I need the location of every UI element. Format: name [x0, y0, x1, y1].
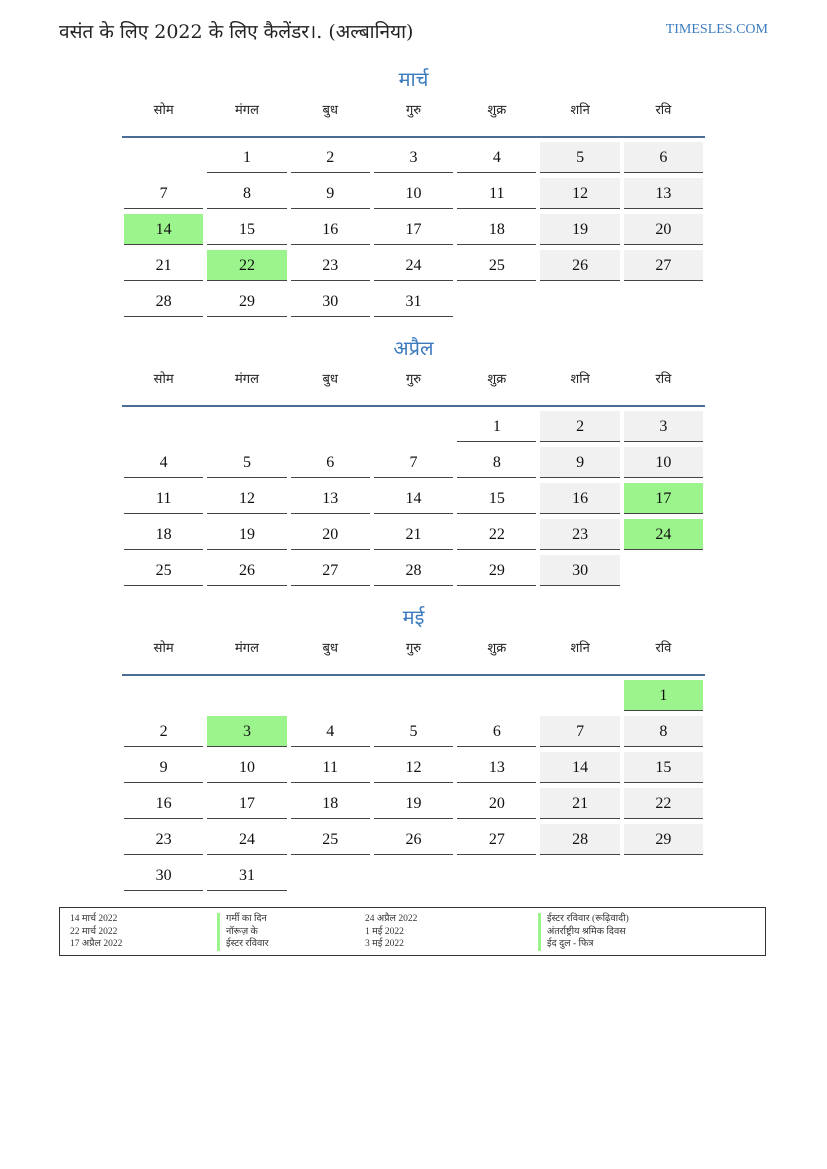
day-cell: 18: [457, 214, 536, 245]
day-cell: 4: [124, 447, 203, 478]
day-cell: 26: [207, 555, 286, 586]
weekday-label: सोम: [153, 103, 174, 118]
weekday-label: सोम: [153, 372, 174, 387]
page-title: वसंत के लिए 2022 के लिए कैलेंडर।. (अल्बानिया): [59, 21, 414, 43]
day-cell: 25: [124, 555, 203, 586]
day-cell: 4: [291, 716, 370, 747]
day-cell: 24: [374, 250, 453, 281]
day-cell: 18: [291, 788, 370, 819]
day-cell: 26: [374, 824, 453, 855]
weekend-day-cell: 23: [540, 519, 619, 550]
empty-day-cell: [540, 680, 619, 710]
site-link[interactable]: TIMESLES.COM: [665, 22, 768, 37]
day-cell: 18: [124, 519, 203, 550]
day-cell: 16: [124, 788, 203, 819]
legend-date: 17 अप्रैल 2022: [70, 939, 123, 949]
day-cell: 21: [124, 250, 203, 281]
weekend-day-cell: 27: [624, 250, 703, 281]
day-cell: 29: [207, 286, 286, 317]
week-grid: [122, 680, 705, 896]
legend-date: 1 मई 2022: [365, 926, 404, 937]
day-cell: 8: [207, 178, 286, 209]
day-cell: 31: [374, 286, 453, 317]
day-cell: 1: [457, 411, 536, 442]
weekday-label: शुक्र: [487, 372, 507, 387]
month-title: अप्रैल: [393, 336, 434, 360]
day-cell: 12: [207, 483, 286, 514]
empty-day-cell: [124, 142, 203, 172]
weekend-day-cell: 16: [540, 483, 619, 514]
day-cell: 19: [374, 788, 453, 819]
weekend-day-cell: 29: [624, 824, 703, 855]
weekend-day-cell: 13: [624, 178, 703, 209]
weekday-label: रवि: [655, 372, 672, 387]
weekday-label: बुध: [322, 372, 338, 387]
day-cell: 13: [457, 752, 536, 783]
empty-day-cell: [457, 860, 536, 890]
day-cell: 15: [207, 214, 286, 245]
weekday-label: शुक्र: [487, 641, 507, 656]
day-cell: 10: [207, 752, 286, 783]
empty-day-cell: [207, 680, 286, 710]
day-cell: 28: [374, 555, 453, 586]
day-cell: 14: [374, 483, 453, 514]
legend-date: 14 मार्च 2022: [70, 914, 118, 924]
holiday-day-cell: 1: [624, 680, 703, 711]
weekday-label: गुरु: [405, 641, 422, 656]
week-row: [122, 716, 705, 752]
weekend-day-cell: 9: [540, 447, 619, 478]
legend-holiday-name: ईस्टर रविवार: [217, 938, 269, 951]
day-cell: 30: [291, 286, 370, 317]
weekend-day-cell: 5: [540, 142, 619, 173]
weekend-day-cell: 3: [624, 411, 703, 442]
weekend-day-cell: 12: [540, 178, 619, 209]
weekday-label: शनि: [570, 103, 590, 118]
empty-day-cell: [124, 680, 203, 710]
day-cell: 3: [374, 142, 453, 173]
week-row: [122, 860, 705, 896]
day-cell: 12: [374, 752, 453, 783]
month-title: मार्च: [398, 67, 429, 91]
day-cell: 4: [457, 142, 536, 173]
weekday-label: बुध: [322, 641, 338, 656]
week-row: [122, 483, 705, 519]
empty-day-cell: [624, 286, 703, 316]
weekday-header: [122, 369, 705, 407]
day-cell: 11: [124, 483, 203, 514]
legend-name-column: [538, 913, 629, 951]
empty-day-cell: [207, 411, 286, 441]
empty-day-cell: [374, 411, 453, 441]
weekday-label: सोम: [153, 641, 174, 656]
week-row: [122, 519, 705, 555]
holiday-day-cell: 3: [207, 716, 286, 747]
day-cell: 23: [124, 824, 203, 855]
day-cell: 6: [457, 716, 536, 747]
day-cell: 22: [457, 519, 536, 550]
legend-date: 22 मार्च 2022: [70, 926, 118, 937]
month-3: [122, 602, 705, 896]
day-cell: 2: [291, 142, 370, 173]
legend-holiday-name: गर्मी का दिन: [217, 913, 269, 926]
week-grid: [122, 411, 705, 591]
weekday-label: गुरु: [405, 372, 422, 387]
day-cell: 11: [291, 752, 370, 783]
day-cell: 9: [124, 752, 203, 783]
week-row: [122, 555, 705, 591]
day-cell: 17: [207, 788, 286, 819]
day-cell: 25: [291, 824, 370, 855]
day-cell: 13: [291, 483, 370, 514]
week-row: [122, 447, 705, 483]
day-cell: 20: [291, 519, 370, 550]
day-cell: 31: [207, 860, 286, 891]
empty-day-cell: [457, 286, 536, 316]
weekday-label: शनि: [570, 372, 590, 387]
week-row: [122, 752, 705, 788]
week-row: [122, 411, 705, 447]
weekend-day-cell: 19: [540, 214, 619, 245]
weekday-header: [122, 638, 705, 676]
day-cell: 5: [207, 447, 286, 478]
legend-holiday-name: नॉरूज़ के: [217, 926, 269, 939]
holiday-day-cell: 17: [624, 483, 703, 514]
day-cell: 24: [207, 824, 286, 855]
weekend-day-cell: 8: [624, 716, 703, 747]
day-cell: 21: [374, 519, 453, 550]
empty-day-cell: [374, 680, 453, 710]
weekday-header: [122, 100, 705, 138]
day-cell: 27: [291, 555, 370, 586]
week-row: [122, 214, 705, 250]
holiday-day-cell: 14: [124, 214, 203, 245]
weekend-day-cell: 30: [540, 555, 619, 586]
day-cell: 1: [207, 142, 286, 173]
empty-day-cell: [291, 860, 370, 890]
day-cell: 8: [457, 447, 536, 478]
month-2: [122, 333, 705, 591]
legend-holiday-name: ईद दुल - फित्र: [538, 938, 629, 951]
month-title: मई: [402, 605, 425, 629]
day-cell: 5: [374, 716, 453, 747]
weekend-day-cell: 2: [540, 411, 619, 442]
week-row: [122, 142, 705, 178]
week-row: [122, 286, 705, 322]
day-cell: 9: [291, 178, 370, 209]
weekday-label: शुक्र: [487, 103, 507, 118]
weekday-label: गुरु: [405, 103, 422, 118]
weekday-label: बुध: [322, 103, 338, 118]
weekend-day-cell: 20: [624, 214, 703, 245]
empty-day-cell: [457, 680, 536, 710]
weekend-day-cell: 26: [540, 250, 619, 281]
week-row: [122, 680, 705, 716]
day-cell: 27: [457, 824, 536, 855]
empty-day-cell: [374, 860, 453, 890]
empty-day-cell: [540, 286, 619, 316]
day-cell: 17: [374, 214, 453, 245]
weekend-day-cell: 15: [624, 752, 703, 783]
day-cell: 30: [124, 860, 203, 891]
day-cell: 15: [457, 483, 536, 514]
week-grid: [122, 142, 705, 322]
weekend-day-cell: 10: [624, 447, 703, 478]
day-cell: 7: [374, 447, 453, 478]
day-cell: 23: [291, 250, 370, 281]
day-cell: 19: [207, 519, 286, 550]
weekday-label: मंगल: [234, 641, 259, 656]
legend-date: 24 अप्रैल 2022: [365, 914, 418, 924]
weekend-day-cell: 21: [540, 788, 619, 819]
week-row: [122, 178, 705, 214]
empty-day-cell: [624, 860, 703, 890]
holiday-day-cell: 22: [207, 250, 286, 281]
day-cell: 29: [457, 555, 536, 586]
day-cell: 20: [457, 788, 536, 819]
day-cell: 25: [457, 250, 536, 281]
day-cell: 16: [291, 214, 370, 245]
weekend-day-cell: 28: [540, 824, 619, 855]
empty-day-cell: [291, 680, 370, 710]
month-1: [122, 64, 705, 322]
weekday-label: शनि: [570, 641, 590, 656]
day-cell: 11: [457, 178, 536, 209]
holiday-legend: [59, 907, 766, 956]
empty-day-cell: [291, 411, 370, 441]
week-row: [122, 824, 705, 860]
legend-date: 3 मई 2022: [365, 939, 404, 949]
weekend-day-cell: 22: [624, 788, 703, 819]
week-row: [122, 250, 705, 286]
legend-date-column: [365, 913, 417, 951]
legend-holiday-name: ईस्टर रविवार (रूढ़िवादी): [538, 913, 629, 926]
empty-day-cell: [540, 860, 619, 890]
day-cell: 28: [124, 286, 203, 317]
legend-name-column: [217, 913, 269, 951]
day-cell: 6: [291, 447, 370, 478]
day-cell: 7: [124, 178, 203, 209]
weekday-label: मंगल: [234, 103, 259, 118]
weekend-day-cell: 14: [540, 752, 619, 783]
weekday-label: मंगल: [234, 372, 259, 387]
weekend-day-cell: 7: [540, 716, 619, 747]
weekday-label: रवि: [655, 641, 672, 656]
holiday-day-cell: 24: [624, 519, 703, 550]
empty-day-cell: [124, 411, 203, 441]
weekday-label: रवि: [655, 103, 672, 118]
empty-day-cell: [624, 555, 703, 585]
week-row: [122, 788, 705, 824]
legend-date-column: [70, 913, 122, 951]
legend-holiday-name: अंतर्राष्ट्रीय श्रमिक दिवस: [538, 926, 629, 939]
day-cell: 2: [124, 716, 203, 747]
weekend-day-cell: 6: [624, 142, 703, 173]
day-cell: 10: [374, 178, 453, 209]
